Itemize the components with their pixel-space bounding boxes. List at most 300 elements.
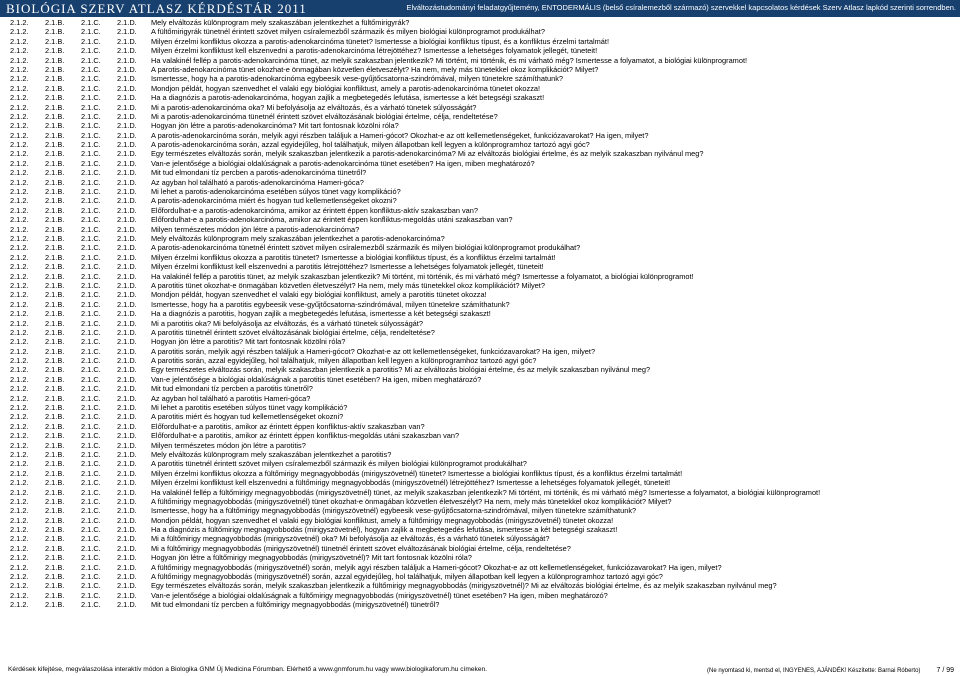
code-level-2: 2.1.B.	[45, 205, 65, 215]
code-level-3: 2.1.C.	[81, 572, 101, 582]
code-level-1: 2.1.2.	[10, 478, 29, 488]
code-level-3: 2.1.C.	[81, 27, 101, 37]
code-level-3: 2.1.C.	[81, 421, 101, 431]
code-level-4: 2.1.D.	[117, 27, 137, 37]
code-level-4: 2.1.D.	[117, 196, 137, 206]
question-row	[0, 319, 960, 328]
question-row	[0, 56, 960, 65]
question-text: Mi a fültőmirigy megnagyobbodás (mirigyszövetnél) oka? Mi befolyásolja az elváltozás, és a várható tünetek súlyosságát?	[151, 534, 550, 544]
question-text: Hogyan jön létre a parotitis? Mit tart fontosnak közölni róla?	[151, 337, 346, 347]
code-level-3: 2.1.C.	[81, 187, 101, 197]
code-level-3: 2.1.C.	[81, 515, 101, 525]
code-level-2: 2.1.B.	[45, 327, 65, 337]
code-level-3: 2.1.C.	[81, 525, 101, 535]
code-level-1: 2.1.2.	[10, 327, 29, 337]
code-level-3: 2.1.C.	[81, 459, 101, 469]
question-row	[0, 356, 960, 365]
code-level-1: 2.1.2.	[10, 46, 29, 56]
code-level-3: 2.1.C.	[81, 46, 101, 56]
code-level-3: 2.1.C.	[81, 393, 101, 403]
code-level-1: 2.1.2.	[10, 74, 29, 84]
code-level-1: 2.1.2.	[10, 158, 29, 168]
question-row	[0, 497, 960, 506]
code-level-4: 2.1.D.	[117, 262, 137, 272]
code-level-2: 2.1.B.	[45, 543, 65, 553]
code-level-3: 2.1.C.	[81, 431, 101, 441]
question-row	[0, 337, 960, 346]
code-level-4: 2.1.D.	[117, 280, 137, 290]
code-level-2: 2.1.B.	[45, 553, 65, 563]
question-text: Mely elváltozás különprogram mely szakaszában jelentkezhet a parotitis?	[151, 449, 392, 459]
question-text: Mi a parotis-adenokarcinóma oka? Mi befolyásolja az elváltozás, és a várható tünetek súlyosságát?	[151, 102, 477, 112]
code-level-3: 2.1.C.	[81, 553, 101, 563]
question-row	[0, 93, 960, 102]
code-level-1: 2.1.2.	[10, 309, 29, 319]
code-level-2: 2.1.B.	[45, 299, 65, 309]
code-level-3: 2.1.C.	[81, 205, 101, 215]
question-text: Mondjon példát, hogyan szenvedhet el valaki egy biológiai konfliktust, amely a parotitis tünetet okozza!	[151, 290, 487, 300]
question-text: Mely elváltozás különprogram mely szakaszában jelentkezhet a parotis-adenokarcinóma?	[151, 233, 445, 243]
code-level-4: 2.1.D.	[117, 252, 137, 262]
question-text: Előfordulhat-e a parotitis, amikor az érintett éppen konfliktus-aktív szakaszban van?	[151, 421, 425, 431]
code-level-2: 2.1.B.	[45, 506, 65, 516]
question-text: Milyen érzelmi konfliktust kell elszenvedni a parotis-adenokarcinóma létrejöttéhez? Ismertesse a lehetséges folyamatok jellegét, tüneteit!	[151, 46, 598, 56]
code-level-1: 2.1.2.	[10, 534, 29, 544]
code-level-2: 2.1.B.	[45, 534, 65, 544]
question-row	[0, 159, 960, 168]
code-level-2: 2.1.B.	[45, 384, 65, 394]
code-level-2: 2.1.B.	[45, 496, 65, 506]
code-level-2: 2.1.B.	[45, 18, 65, 27]
code-level-3: 2.1.C.	[81, 83, 101, 93]
code-level-2: 2.1.B.	[45, 243, 65, 253]
code-level-1: 2.1.2.	[10, 243, 29, 253]
question-text: Egy természetes elváltozás során, melyik szakaszban jelentkezik a fültőmirigy megnagyobbodás (mirigyszövetnél)? Mi az elváltozás biológiai értelme, és az melyik szakaszban nyilvánul meg?	[151, 581, 777, 591]
code-level-1: 2.1.2.	[10, 224, 29, 234]
code-level-4: 2.1.D.	[117, 140, 137, 150]
question-row	[0, 112, 960, 121]
question-text: Előfordulhat-e a parotis-adenokarcinóma, amikor az érintett éppen konfliktus-aktív szakaszban van?	[151, 205, 479, 215]
code-level-4: 2.1.D.	[117, 384, 137, 394]
question-row	[0, 365, 960, 374]
question-row	[0, 450, 960, 459]
code-level-2: 2.1.B.	[45, 121, 65, 131]
code-level-2: 2.1.B.	[45, 55, 65, 65]
code-level-2: 2.1.B.	[45, 403, 65, 413]
question-row	[0, 328, 960, 337]
question-row	[0, 196, 960, 205]
code-level-2: 2.1.B.	[45, 562, 65, 572]
code-level-3: 2.1.C.	[81, 74, 101, 84]
code-level-1: 2.1.2.	[10, 543, 29, 553]
code-level-3: 2.1.C.	[81, 215, 101, 225]
code-level-1: 2.1.2.	[10, 506, 29, 516]
question-text: Az agyban hol található a parotis-adenokarcinóma Hameri-góca?	[151, 177, 364, 187]
question-row	[0, 27, 960, 36]
question-text: A parotis-adenokarcinóma tünet okozhat-e önmagában közvetlen életveszélyt? Ha nem, mely más tünetekkel okoz komplikációt? Milyet?	[151, 64, 599, 74]
document-subtitle: Elváltozástudományi feladatgyűjtemény, ENTODERMÁLIS (belső csíralemezből származó) szervekkel kapcsolatos kérdések Szerv Atlasz lapkód szerinti sorrendben.	[406, 3, 956, 12]
code-level-1: 2.1.2.	[10, 140, 29, 150]
code-level-3: 2.1.C.	[81, 102, 101, 112]
code-level-4: 2.1.D.	[117, 187, 137, 197]
code-level-3: 2.1.C.	[81, 140, 101, 150]
code-level-2: 2.1.B.	[45, 64, 65, 74]
code-level-1: 2.1.2.	[10, 384, 29, 394]
code-level-3: 2.1.C.	[81, 149, 101, 159]
code-level-1: 2.1.2.	[10, 280, 29, 290]
code-level-4: 2.1.D.	[117, 356, 137, 366]
code-level-2: 2.1.B.	[45, 149, 65, 159]
code-level-1: 2.1.2.	[10, 412, 29, 422]
code-level-3: 2.1.C.	[81, 534, 101, 544]
code-level-3: 2.1.C.	[81, 478, 101, 488]
code-level-1: 2.1.2.	[10, 215, 29, 225]
question-text: Ismertesse, hogy ha a parotitis egybeesik vese-gyűjtőcsatorna-szindrómával, milyen tünetekre számíthatunk?	[151, 299, 510, 309]
code-level-4: 2.1.D.	[117, 177, 137, 187]
code-level-1: 2.1.2.	[10, 581, 29, 591]
code-level-2: 2.1.B.	[45, 271, 65, 281]
code-level-2: 2.1.B.	[45, 168, 65, 178]
code-level-1: 2.1.2.	[10, 36, 29, 46]
question-row	[0, 140, 960, 149]
question-row	[0, 431, 960, 440]
code-level-4: 2.1.D.	[117, 102, 137, 112]
code-level-2: 2.1.B.	[45, 74, 65, 84]
code-level-4: 2.1.D.	[117, 421, 137, 431]
question-row	[0, 525, 960, 534]
question-text: Mi a fültőmirigy megnagyobbodás (mirigyszövetnél) tünetnél érintett szövet elváltozásának biológiai értelme, célja, rendeltetése?	[151, 543, 571, 553]
question-row	[0, 37, 960, 46]
code-level-2: 2.1.B.	[45, 515, 65, 525]
code-level-3: 2.1.C.	[81, 403, 101, 413]
code-level-1: 2.1.2.	[10, 572, 29, 582]
code-level-2: 2.1.B.	[45, 111, 65, 121]
code-level-2: 2.1.B.	[45, 196, 65, 206]
code-level-1: 2.1.2.	[10, 421, 29, 431]
code-level-1: 2.1.2.	[10, 393, 29, 403]
question-text: A fültőmirigy megnagyobbodás (mirigyszövetnél) tünet okozhat-e önmagában közvetlen életveszélyt? Ha nem, mely más tünetekkel okoz komplikációt? Milyet?	[151, 496, 672, 506]
question-text: A parotis-adenokarcinóma miért és hogyan tud kellemetlenségeket okozni?	[151, 196, 397, 206]
code-level-3: 2.1.C.	[81, 196, 101, 206]
question-row	[0, 168, 960, 177]
code-level-3: 2.1.C.	[81, 346, 101, 356]
question-row	[0, 272, 960, 281]
code-level-4: 2.1.D.	[117, 290, 137, 300]
code-level-3: 2.1.C.	[81, 506, 101, 516]
code-level-1: 2.1.2.	[10, 205, 29, 215]
question-row	[0, 412, 960, 421]
code-level-4: 2.1.D.	[117, 468, 137, 478]
code-level-4: 2.1.D.	[117, 496, 137, 506]
code-level-3: 2.1.C.	[81, 309, 101, 319]
code-level-1: 2.1.2.	[10, 431, 29, 441]
code-level-4: 2.1.D.	[117, 581, 137, 591]
question-row	[0, 600, 960, 609]
question-text: Milyen érzelmi konfliktus okozza a fültőmirigy megnagyobbodás (mirigyszövetnél) tünetet? Ismertesse a biológiai konfliktus típust, és a konfliktus érzelmi tartalmát!	[151, 468, 683, 478]
question-row	[0, 262, 960, 271]
code-level-3: 2.1.C.	[81, 36, 101, 46]
code-level-4: 2.1.D.	[117, 412, 137, 422]
code-level-3: 2.1.C.	[81, 262, 101, 272]
code-level-3: 2.1.C.	[81, 233, 101, 243]
page-footer	[0, 664, 960, 676]
question-text: Mi lehet a parotis-adenokarcinóma esetében súlyos tünet vagy komplikáció?	[151, 187, 401, 197]
code-level-3: 2.1.C.	[81, 318, 101, 328]
code-level-2: 2.1.B.	[45, 337, 65, 347]
question-row	[0, 384, 960, 393]
code-level-2: 2.1.B.	[45, 252, 65, 262]
code-level-3: 2.1.C.	[81, 327, 101, 337]
code-level-4: 2.1.D.	[117, 365, 137, 375]
question-text: Mit tud elmondani tíz percben a fültőmirigy megnagyobbodás (mirigyszövetnél) tünetről?	[151, 600, 440, 610]
question-text: Mondjon példát, hogyan szenvedhet el valaki egy biológiai konfliktust, amely a fültőmirigy megnagyobbodás (mirigyszövetnél) tünetet okozza!	[151, 515, 614, 525]
question-text: Mit tud elmondani tíz percben a parotitis tünetről?	[151, 384, 313, 394]
question-text: Ha valakinél fellép a parotitis tünet, az melyik szakaszban jelentkezik? Mi történt, mi történik, és mi várható még? Ismertesse a folyamatot, a biológiai különprogramot!	[151, 271, 694, 281]
code-level-3: 2.1.C.	[81, 243, 101, 253]
code-level-3: 2.1.C.	[81, 487, 101, 497]
code-level-1: 2.1.2.	[10, 449, 29, 459]
question-row	[0, 65, 960, 74]
question-row	[0, 441, 960, 450]
code-level-4: 2.1.D.	[117, 393, 137, 403]
code-level-4: 2.1.D.	[117, 18, 137, 27]
footer-credit: (Ne nyomtasd ki, mentsd el, INGYENES, AJÁNDÉK! Készítette: Barnai Róberto)	[707, 668, 921, 674]
question-text: A parotis-adenokarcinóma során, melyik agyi részben találjuk a Hameri-gócot? Okozhat-e az ott kellemetlenségeket, funkciózavarokat? Ha igen, milyet?	[151, 130, 649, 140]
question-row	[0, 103, 960, 112]
code-level-2: 2.1.B.	[45, 233, 65, 243]
question-row	[0, 253, 960, 262]
question-row	[0, 243, 960, 252]
code-level-3: 2.1.C.	[81, 440, 101, 450]
code-level-2: 2.1.B.	[45, 318, 65, 328]
code-level-1: 2.1.2.	[10, 290, 29, 300]
code-level-3: 2.1.C.	[81, 543, 101, 553]
question-text: Ha valakinél fellép a parotis-adenokarcinóma tünet, az melyik szakaszban jelentkezik? Mi történt, mi történik, és mi várható még? Ismertesse a folyamatot, a biológiai különprogramot!	[151, 55, 748, 65]
code-level-1: 2.1.2.	[10, 111, 29, 121]
code-level-1: 2.1.2.	[10, 93, 29, 103]
question-row	[0, 534, 960, 543]
question-row	[0, 290, 960, 299]
question-row	[0, 591, 960, 600]
code-level-1: 2.1.2.	[10, 337, 29, 347]
code-level-3: 2.1.C.	[81, 158, 101, 168]
code-level-2: 2.1.B.	[45, 478, 65, 488]
code-level-1: 2.1.2.	[10, 64, 29, 74]
page-number: 7 / 99	[936, 667, 954, 674]
code-level-3: 2.1.C.	[81, 468, 101, 478]
code-level-3: 2.1.C.	[81, 562, 101, 572]
code-level-1: 2.1.2.	[10, 233, 29, 243]
code-level-1: 2.1.2.	[10, 130, 29, 140]
page-header	[0, 0, 960, 17]
code-level-4: 2.1.D.	[117, 506, 137, 516]
code-level-3: 2.1.C.	[81, 224, 101, 234]
code-level-1: 2.1.2.	[10, 356, 29, 366]
code-level-4: 2.1.D.	[117, 224, 137, 234]
question-text: Hogyan jön létre a fültőmirigy megnagyobbodás (mirigyszövetnél)? Mit tart fontosnak közölni róla?	[151, 553, 472, 563]
question-row	[0, 459, 960, 468]
code-level-1: 2.1.2.	[10, 121, 29, 131]
code-level-1: 2.1.2.	[10, 459, 29, 469]
question-text: Milyen természetes módon jön létre a parotitis?	[151, 440, 306, 450]
question-text: Ha a diagnózis a parotis-adenokarcinóma, hogyan zajlik a megbetegedés lefutása, ismertesse a két betegségi szakaszt!	[151, 93, 545, 103]
question-text: A parotis-adenokarcinóma tünetnél érintett szövet milyen csíralemezből származik és milyen biológiai különprogramot produkálhat?	[151, 243, 581, 253]
code-level-4: 2.1.D.	[117, 83, 137, 93]
question-row	[0, 478, 960, 487]
question-text: A fültőmirigy megnagyobbodás (mirigyszövetnél) során, melyik agyi részben találjuk a Hameri-gócot? Okozhat-e az ott kellemetlenségeket, funkciózavarokat? Ha igen, milyet?	[151, 562, 722, 572]
question-row	[0, 572, 960, 581]
question-row	[0, 234, 960, 243]
code-level-2: 2.1.B.	[45, 487, 65, 497]
code-level-2: 2.1.B.	[45, 421, 65, 431]
question-row	[0, 394, 960, 403]
code-level-1: 2.1.2.	[10, 196, 29, 206]
code-level-2: 2.1.B.	[45, 262, 65, 272]
code-level-2: 2.1.B.	[45, 393, 65, 403]
question-row	[0, 46, 960, 55]
code-level-4: 2.1.D.	[117, 271, 137, 281]
code-level-4: 2.1.D.	[117, 158, 137, 168]
question-text: Van-e jelentősége a biológiai oldalúságnak a parotis-adenokarcinóma tünet esetében? Ha igen, miben meghatározó?	[151, 158, 535, 168]
question-text: Az agyban hol található a parotitis Hameri-góca?	[151, 393, 311, 403]
question-text: A parotitis tünet okozhat-e önmagában közvetlen életveszélyt? Ha nem, mely más tünetekkel okoz komplikációt? Milyet?	[151, 280, 545, 290]
question-row	[0, 488, 960, 497]
code-level-1: 2.1.2.	[10, 299, 29, 309]
code-level-1: 2.1.2.	[10, 515, 29, 525]
code-level-1: 2.1.2.	[10, 149, 29, 159]
code-level-1: 2.1.2.	[10, 187, 29, 197]
code-level-3: 2.1.C.	[81, 496, 101, 506]
code-level-3: 2.1.C.	[81, 18, 101, 27]
code-level-3: 2.1.C.	[81, 600, 101, 610]
question-text: Milyen természetes módon jön létre a parotis-adenokarcinóma?	[151, 224, 360, 234]
code-level-4: 2.1.D.	[117, 374, 137, 384]
code-level-4: 2.1.D.	[117, 449, 137, 459]
code-level-2: 2.1.B.	[45, 600, 65, 610]
question-text: Előfordulhat-e a parotitis, amikor az érintett éppen konfliktus-megoldás utáni szakaszban van?	[151, 431, 460, 441]
code-level-3: 2.1.C.	[81, 449, 101, 459]
code-level-3: 2.1.C.	[81, 581, 101, 591]
code-level-3: 2.1.C.	[81, 374, 101, 384]
code-level-2: 2.1.B.	[45, 224, 65, 234]
question-row	[0, 300, 960, 309]
code-level-4: 2.1.D.	[117, 93, 137, 103]
code-level-2: 2.1.B.	[45, 46, 65, 56]
code-level-2: 2.1.B.	[45, 158, 65, 168]
question-row	[0, 84, 960, 93]
document-title: BIOLÓGIA SZERV ATLASZ KÉRDÉSTÁR 2011	[6, 1, 307, 16]
code-level-3: 2.1.C.	[81, 384, 101, 394]
code-level-1: 2.1.2.	[10, 271, 29, 281]
code-level-3: 2.1.C.	[81, 168, 101, 178]
code-level-2: 2.1.B.	[45, 581, 65, 591]
code-level-2: 2.1.B.	[45, 177, 65, 187]
question-text: Egy természetes elváltozás során, melyik szakaszban jelentkezik a parotis-adenokarcinóma? Mi az elváltozás biológiai értelme, és az melyik szakaszban nyilvánul meg?	[151, 149, 704, 159]
question-row	[0, 18, 960, 27]
code-level-3: 2.1.C.	[81, 290, 101, 300]
code-level-1: 2.1.2.	[10, 346, 29, 356]
question-text: Mi lehet a parotitis esetében súlyos tünet vagy komplikáció?	[151, 403, 348, 413]
code-level-3: 2.1.C.	[81, 271, 101, 281]
code-level-2: 2.1.B.	[45, 412, 65, 422]
question-text: Van-e jelentősége a biológiai oldalúságnak a fültőmirigy megnagyobbodás (mirigyszövetnél) tünet esetében? Ha igen, miben meghatározó?	[151, 590, 608, 600]
code-level-2: 2.1.B.	[45, 215, 65, 225]
question-text: Milyen érzelmi konfliktus okozza a parotitis tünetet? Ismertesse a biológiai konfliktus típust, és a konfliktus érzelmi tartalmát!	[151, 252, 556, 262]
question-text: A fültőmirigy megnagyobbodás (mirigyszövetnél) során, azzal egyidejűleg, hol találhatjuk, milyen állapotban kell legyen a különprogramhoz tartozó agyi góc?	[151, 572, 663, 582]
code-level-1: 2.1.2.	[10, 374, 29, 384]
code-level-1: 2.1.2.	[10, 525, 29, 535]
question-list	[0, 18, 960, 610]
question-row	[0, 544, 960, 553]
code-level-1: 2.1.2.	[10, 27, 29, 37]
code-level-2: 2.1.B.	[45, 525, 65, 535]
code-level-2: 2.1.B.	[45, 187, 65, 197]
code-level-2: 2.1.B.	[45, 130, 65, 140]
code-level-3: 2.1.C.	[81, 252, 101, 262]
code-level-2: 2.1.B.	[45, 468, 65, 478]
question-text: Mely elváltozás különprogram mely szakaszában jelentkezhet a fültőmirigyrák?	[151, 18, 410, 27]
question-text: A fültőmirigyrák tünetnél érintett szövet milyen csíralemezből származik és milyen biológiai különprogramot produkálhat?	[151, 27, 545, 37]
code-level-3: 2.1.C.	[81, 365, 101, 375]
code-level-4: 2.1.D.	[117, 478, 137, 488]
code-level-4: 2.1.D.	[117, 74, 137, 84]
question-text: A parotitis során, melyik agyi részben találjuk a Hameri-gócot? Okozhat-e az ott kellemetlenségeket, funkciózavarokat? Ha igen, milyet?	[151, 346, 596, 356]
code-level-1: 2.1.2.	[10, 403, 29, 413]
code-level-2: 2.1.B.	[45, 140, 65, 150]
code-level-3: 2.1.C.	[81, 356, 101, 366]
code-level-4: 2.1.D.	[117, 337, 137, 347]
code-level-1: 2.1.2.	[10, 496, 29, 506]
code-level-4: 2.1.D.	[117, 233, 137, 243]
footer-text: Kérdések kifejtése, megválaszolása interaktív módon a Biologika GNM Új Medicina Fórumban. Elérhető a www.gnmforum.hu vagy www.biologikaforum.hu címeken.	[8, 666, 487, 673]
question-row	[0, 187, 960, 196]
question-row	[0, 178, 960, 187]
code-level-2: 2.1.B.	[45, 365, 65, 375]
code-level-1: 2.1.2.	[10, 562, 29, 572]
question-text: A parotitis során, azzal egyidejűleg, hol találhatjuk, milyen állapotban kell legyen a különprogramhoz tartozó agyi góc?	[151, 356, 537, 366]
code-level-4: 2.1.D.	[117, 543, 137, 553]
question-text: Ismertesse, hogy ha a parotis-adenokarcinóma egybeesik vese-gyűjtőcsatorna-szindrómával, milyen tünetekre számíthatunk?	[151, 74, 564, 84]
question-row	[0, 215, 960, 224]
question-text: A parotitis tünetnél érintett szövet elváltozásának biológiai értelme, célja, rendeltetése?	[151, 327, 435, 337]
code-level-3: 2.1.C.	[81, 121, 101, 131]
question-row	[0, 375, 960, 384]
question-text: Van-e jelentősége a biológiai oldalúságnak a parotitis tünet esetében? Ha igen, miben meghatározó?	[151, 374, 482, 384]
code-level-3: 2.1.C.	[81, 55, 101, 65]
code-level-2: 2.1.B.	[45, 356, 65, 366]
code-level-3: 2.1.C.	[81, 177, 101, 187]
question-row	[0, 506, 960, 515]
code-level-2: 2.1.B.	[45, 431, 65, 441]
question-text: Milyen érzelmi konfliktus okozza a parotis-adenokarcinóma tünetet? Ismertesse a biológiai konfliktus típust, és a konfliktus érzelmi tartalmát!	[151, 36, 610, 46]
question-row	[0, 422, 960, 431]
question-row	[0, 121, 960, 130]
code-level-1: 2.1.2.	[10, 262, 29, 272]
question-text: Ha a diagnózis a fültőmirigy megnagyobbodás (mirigyszövetnél), hogyan zajlik a megbetegedés lefutása, ismertesse a két betegségi szakaszt!	[151, 525, 618, 535]
code-level-4: 2.1.D.	[117, 36, 137, 46]
code-level-1: 2.1.2.	[10, 18, 29, 27]
code-level-1: 2.1.2.	[10, 83, 29, 93]
question-text: Milyen érzelmi konfliktust kell elszenvedni a fültőmirigy megnagyobbodás (mirigyszövetnél) létrejöttéhez? Ismertesse a lehetséges folyamatok jellegét, tüneteit!	[151, 478, 671, 488]
code-level-3: 2.1.C.	[81, 111, 101, 121]
code-level-4: 2.1.D.	[117, 64, 137, 74]
code-level-4: 2.1.D.	[117, 215, 137, 225]
code-level-4: 2.1.D.	[117, 572, 137, 582]
question-row	[0, 347, 960, 356]
code-level-2: 2.1.B.	[45, 459, 65, 469]
question-text: A parotis-adenokarcinóma során, azzal egyidejűleg, hol találhatjuk, milyen állapotban kell legyen a különprogramhoz tartozó agyi góc?	[151, 140, 590, 150]
question-row	[0, 149, 960, 158]
